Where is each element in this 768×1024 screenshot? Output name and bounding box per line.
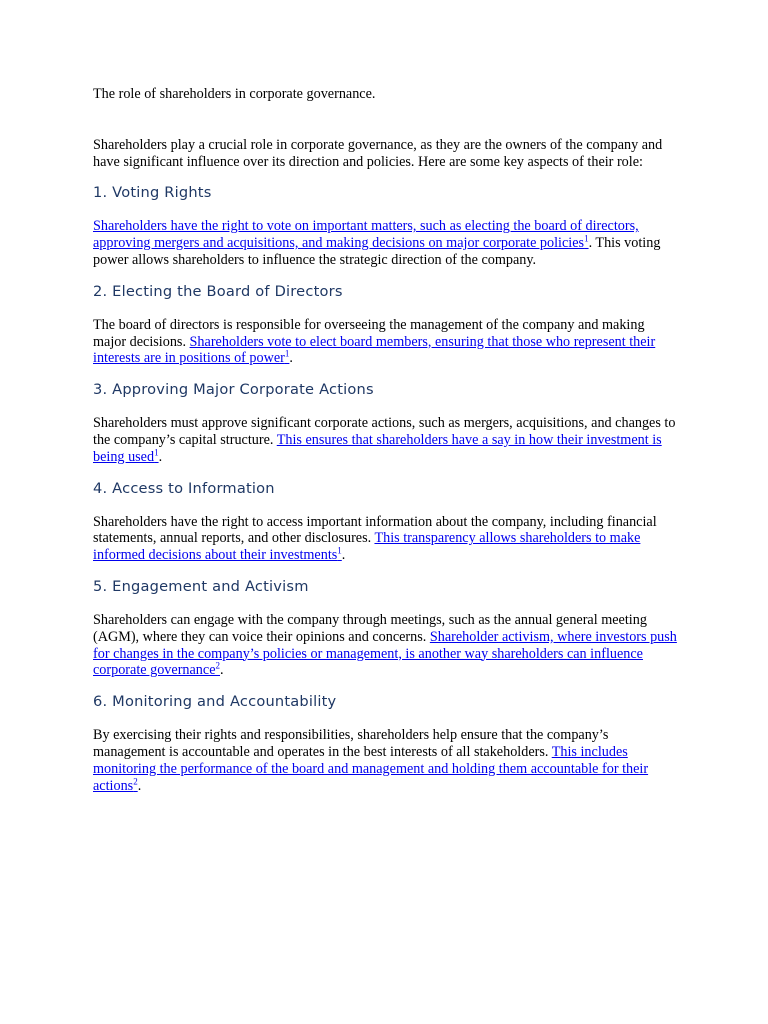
paragraph-text: . This voting power allows shareholders to influence the strategic direction of the company. — [93, 235, 661, 268]
citation-link-text[interactable]: This ensures that shareholders have a say in how their investment is being used — [93, 431, 662, 465]
citation-number[interactable]: 1 — [584, 233, 589, 244]
section-heading: 1. Voting Rights — [93, 184, 212, 202]
section-paragraph — [93, 514, 678, 564]
section-heading: 5. Engagement and Activism — [93, 577, 309, 595]
citation-link-text[interactable]: Shareholders vote to elect board members, ensuring that those who represent their interests are in positions of power — [93, 333, 656, 367]
paragraph-text: By exercising their rights and responsibilities, shareholders help ensure that the company’s management is accountable and operates in the best interests of all stakeholders. — [93, 727, 609, 760]
citation-number[interactable]: 2 — [215, 660, 220, 671]
paragraph-text: . — [158, 448, 163, 465]
section-heading: 3. Approving Major Corporate Actions — [93, 381, 374, 399]
citation-link[interactable] — [93, 218, 639, 251]
paragraph-text: Shareholders must approve significant corporate actions, such as mergers, acquisitions, and changes to the company’s capital structure. — [93, 415, 676, 448]
citation-number[interactable]: 1 — [154, 447, 159, 458]
intro-paragraph: Shareholders play a crucial role in corporate governance, as they are the owners of the company and have significant influence over its direction and policies. Here are some key aspects of their role: — [93, 136, 663, 170]
paragraph-text: . — [137, 777, 142, 794]
paragraph-text: . — [289, 350, 293, 367]
citation-number[interactable]: 1 — [337, 545, 342, 556]
paragraph-text: . — [220, 662, 224, 679]
citation-link-text[interactable]: This includes monitoring the performance of the board and management and holding them accountable for their actions — [93, 743, 649, 794]
paragraph-text: . — [341, 547, 346, 564]
section-heading: 4. Access to Information — [93, 479, 275, 497]
citation-number[interactable]: 1 — [284, 348, 290, 359]
document-title: The role of shareholders in corporate governance. — [93, 86, 376, 102]
section-paragraph — [93, 415, 678, 465]
section-heading: 2. Electing the Board of Directors — [93, 282, 343, 300]
section-paragraph — [93, 218, 678, 268]
section-paragraph — [93, 612, 678, 679]
paragraph-text: The board of directors is responsible for overseeing the management of the company and making major decisions. — [93, 316, 645, 350]
document-page — [93, 86, 678, 808]
section-heading: 6. Monitoring and Accountability — [93, 693, 337, 711]
paragraph-text: Shareholders have the right to access important information about the company, including financial statements, annual reports, and other disclosures. — [93, 513, 657, 547]
citation-number[interactable]: 2 — [133, 775, 138, 786]
section-paragraph — [93, 727, 678, 794]
sections-container — [93, 184, 678, 794]
section-paragraph — [93, 317, 678, 367]
citation-link-text[interactable]: Shareholder activism, where investors push for changes in the company’s policies or management, is another way shareholders can influence corporate governance — [93, 628, 677, 679]
citation-link-text[interactable]: This transparency allows shareholders to make informed decisions about their investments — [93, 530, 641, 564]
citation-link-text[interactable]: Shareholders have the right to vote on important matters, such as electing the board of directors, approving mergers and acquisitions, and making decisions on major corporate policies — [93, 218, 639, 252]
paragraph-text: Shareholders can engage with the company through meetings, such as the annual general meeting (AGM), where they can voice their opinions and concerns. — [93, 611, 647, 645]
